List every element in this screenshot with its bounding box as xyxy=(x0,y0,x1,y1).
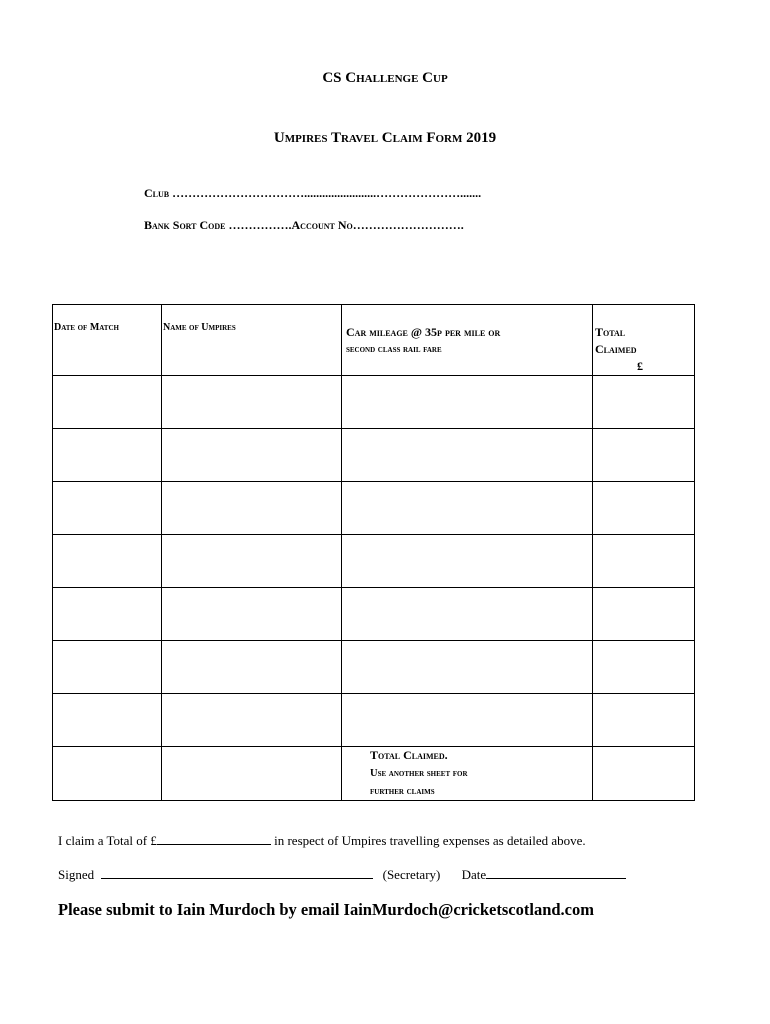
table-row xyxy=(53,588,695,641)
header-mileage-line2: second class rail fare xyxy=(346,344,442,355)
date-cell[interactable] xyxy=(53,694,162,747)
header-total-line2: Claimed xyxy=(595,342,637,356)
total-claimed-line2: Use another sheet for xyxy=(370,768,468,779)
date-field[interactable] xyxy=(486,867,626,879)
umpire-names-cell[interactable] xyxy=(162,535,342,588)
total-cell[interactable] xyxy=(593,641,695,694)
signed-label: Signed xyxy=(58,867,95,882)
date-cell[interactable] xyxy=(53,482,162,535)
claim-amount-field[interactable] xyxy=(157,833,271,845)
table-row xyxy=(53,376,695,429)
claim-prefix: I claim a Total of £ xyxy=(58,833,157,848)
bank-line-text: Bank Sort Code …………….Account No………………………. xyxy=(144,218,464,232)
table-row xyxy=(53,482,695,535)
claim-statement xyxy=(58,833,586,849)
mileage-cell[interactable] xyxy=(342,588,593,641)
header-umpire-names: Name of Umpires xyxy=(162,305,342,376)
grand-total-cell[interactable] xyxy=(593,747,695,801)
total-cell[interactable] xyxy=(593,694,695,747)
form-subtitle: Umpires Travel Claim Form 2019 xyxy=(273,130,497,146)
claims-table xyxy=(52,304,695,801)
total-cell[interactable] xyxy=(593,535,695,588)
mileage-cell[interactable] xyxy=(342,535,593,588)
table-header-row xyxy=(53,305,695,376)
total-claimed-label xyxy=(342,747,593,801)
table-row xyxy=(53,429,695,482)
umpire-names-cell[interactable] xyxy=(162,429,342,482)
date-cell[interactable] xyxy=(53,535,162,588)
date-cell[interactable] xyxy=(53,376,162,429)
mileage-cell[interactable] xyxy=(342,482,593,535)
mileage-cell[interactable] xyxy=(342,641,593,694)
umpire-names-cell[interactable] xyxy=(162,588,342,641)
total-cell[interactable] xyxy=(593,376,695,429)
form-title: CS Challenge Cup xyxy=(322,70,448,86)
total-cell[interactable] xyxy=(593,588,695,641)
total-row-empty-names xyxy=(162,747,342,801)
total-claimed-row xyxy=(53,747,695,801)
umpire-names-cell[interactable] xyxy=(162,376,342,429)
signature-field[interactable] xyxy=(101,867,373,879)
club-field[interactable] xyxy=(144,186,481,201)
table-row xyxy=(53,694,695,747)
secretary-label: (Secretary) xyxy=(382,867,441,882)
date-cell[interactable] xyxy=(53,588,162,641)
total-row-empty-date xyxy=(53,747,162,801)
total-cell[interactable] xyxy=(593,429,695,482)
umpire-names-cell[interactable] xyxy=(162,482,342,535)
signature-line xyxy=(58,867,626,883)
mileage-cell[interactable] xyxy=(342,376,593,429)
header-date: Date of Match xyxy=(53,305,162,376)
club-line-text: Club ……………………………........................…………………....... xyxy=(144,186,482,200)
umpire-names-cell[interactable] xyxy=(162,694,342,747)
mileage-cell[interactable] xyxy=(342,429,593,482)
umpire-names-cell[interactable] xyxy=(162,641,342,694)
header-total-currency: £ xyxy=(637,359,643,373)
header-mileage xyxy=(342,305,593,376)
total-claimed-line3: further claims xyxy=(370,786,435,797)
mileage-cell[interactable] xyxy=(342,694,593,747)
bank-details-field[interactable] xyxy=(144,218,464,233)
total-claimed-line1: Total Claimed. xyxy=(370,748,448,762)
header-mileage-line1: Car mileage @ 35p per mile or xyxy=(346,325,501,339)
header-total xyxy=(593,305,695,376)
header-total-line1: Total xyxy=(595,325,626,339)
submission-instructions: Please submit to Iain Murdoch by email IainMurdoch@cricketscotland.com xyxy=(58,900,594,919)
date-cell[interactable] xyxy=(53,429,162,482)
date-label: Date xyxy=(461,867,487,882)
table-row xyxy=(53,641,695,694)
total-cell[interactable] xyxy=(593,482,695,535)
claim-suffix: in respect of Umpires travelling expenses as detailed above. xyxy=(270,833,586,848)
table-row xyxy=(53,535,695,588)
date-cell[interactable] xyxy=(53,641,162,694)
